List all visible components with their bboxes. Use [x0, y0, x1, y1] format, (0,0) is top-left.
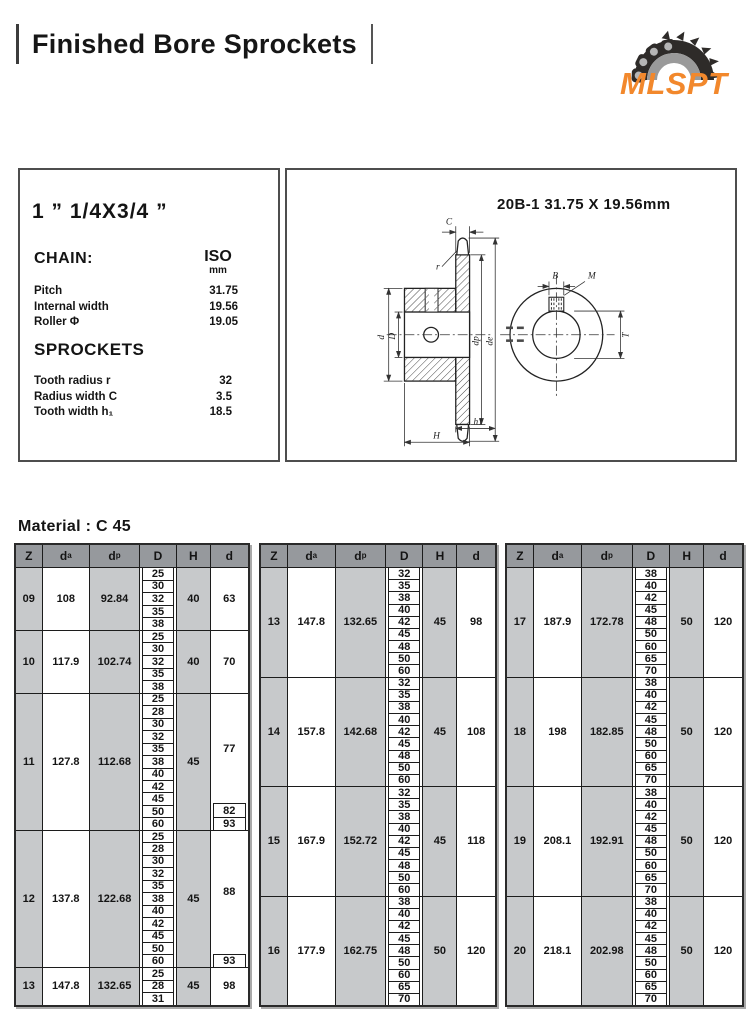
cell-pitch-diameter-dp: 132.65: [335, 568, 385, 677]
cell-hub-length-h: 50: [669, 897, 703, 1006]
column-header-d: d: [210, 545, 248, 567]
column-header-z: Z: [516, 549, 524, 563]
cell-pitch-diameter-dp: 182.85: [581, 678, 632, 787]
bore-options-stack: [632, 897, 670, 1006]
cell-hub-diameter: 108: [466, 725, 486, 738]
cell-bore-option: 40: [635, 579, 668, 591]
dim-label-c: C: [445, 217, 453, 228]
cell-bore-option: 60: [635, 640, 668, 652]
cell-bore-option: 48: [635, 944, 668, 956]
cell-bore-option: 40: [388, 823, 420, 835]
column-header-z: Z: [270, 549, 278, 563]
technical-drawing-box: [285, 168, 737, 462]
cell-bore-option: 60: [142, 954, 174, 966]
cell-tip-diameter-da: 108: [42, 568, 90, 630]
cell-bore-option: 35: [142, 605, 174, 618]
cell-bore-option: 40: [635, 908, 668, 920]
tooth-count-row-z11: [16, 693, 248, 830]
cell-bore-option: 32: [142, 592, 174, 605]
cell-hub-diameter: 120: [713, 835, 733, 848]
cell-bore-option: 38: [142, 680, 174, 693]
cell-hub-diameter: 118: [467, 835, 486, 848]
tooth-count-row-z20: [507, 896, 742, 1006]
tooth-count-row-z10: [16, 630, 248, 693]
cell-bore-option: 45: [635, 932, 668, 944]
sprocket-table-2: [259, 543, 497, 1007]
cell-bore-option: 38: [142, 892, 174, 904]
spec-row-roller: [34, 315, 238, 331]
standard-name: ISO: [204, 248, 232, 265]
cell-bore-option: 65: [635, 762, 668, 774]
cell-hub-length-h: 45: [176, 831, 210, 967]
cell-bore-option: 32: [142, 867, 174, 879]
cell-bore-option: 25: [142, 694, 174, 705]
column-header-h: H: [422, 545, 456, 567]
cell-hub-diameter: 70: [223, 655, 236, 668]
cell-bore-option: 40: [388, 713, 420, 725]
dim-label-h1: h1: [473, 417, 483, 428]
page-title: Finished Bore Sprockets: [32, 28, 357, 59]
cell-bore-option: 35: [388, 689, 420, 701]
dim-label-b: B: [552, 271, 559, 282]
cell-hub-length-h: 50: [422, 897, 456, 1006]
column-header-d: D: [385, 545, 422, 567]
spec-value: 3.5: [216, 390, 232, 403]
dim-label-dp: dp: [471, 336, 482, 346]
tooth-count-row-z13: [261, 568, 495, 677]
cell-bore-option: 35: [142, 743, 174, 755]
page-header: [16, 24, 373, 64]
cell-bore-option: 70: [635, 883, 668, 895]
cell-bore-option: 70: [635, 664, 668, 676]
cell-bore-option: 38: [142, 617, 174, 630]
cell-bore-option: 32: [388, 568, 420, 579]
cell-bore-option: 38: [635, 897, 668, 908]
column-header-z: Z: [25, 549, 33, 563]
tooth-count-row-z12: [16, 830, 248, 967]
cell-bore-option: 42: [635, 810, 668, 822]
cell-tip-diameter-da: 157.8: [287, 678, 335, 787]
cell-hub-length-h: 50: [669, 787, 703, 896]
cell-bore-option: 30: [142, 642, 174, 655]
hub-diameter-stack: [703, 568, 742, 677]
cell-hub-length-h: 45: [422, 568, 456, 677]
spec-row-radius-width: [34, 390, 232, 406]
bore-options-stack: [139, 568, 176, 630]
cell-tip-diameter-da: 198: [533, 678, 581, 787]
cell-pitch-diameter-dp: 162.75: [335, 897, 385, 1006]
cell-tip-diameter-da: 147.8: [42, 968, 90, 1005]
cell-bore-option: 35: [142, 880, 174, 892]
cell-bore-option: 45: [635, 823, 668, 835]
cell-teeth-z: 11: [16, 694, 42, 830]
cell-teeth-z: 17: [507, 568, 533, 677]
dim-label-r: r: [436, 262, 440, 273]
cell-bore-option: 42: [388, 725, 420, 737]
bore-options-stack: [385, 787, 422, 896]
cell-bore-option: 65: [635, 871, 668, 883]
column-header-dp: d p: [335, 545, 385, 567]
bore-options-stack: [139, 831, 176, 967]
cell-bore-option: 48: [388, 859, 420, 871]
cell-bore-option: 70: [388, 993, 420, 1005]
cell-bore-option: 60: [635, 969, 668, 981]
tooth-count-row-z14: [261, 677, 495, 787]
cell-teeth-z: 16: [261, 897, 287, 1006]
spec-label: Internal width: [34, 300, 109, 313]
hub-diameter-stack: [456, 568, 495, 677]
cell-pitch-diameter-dp: 172.78: [581, 568, 632, 677]
cell-hub-length-h: 45: [176, 968, 210, 1005]
cell-teeth-z: 14: [261, 678, 287, 787]
column-header-da: d a: [533, 545, 581, 567]
standard-unit: mm: [209, 265, 227, 276]
cell-bore-option: 42: [388, 835, 420, 847]
cell-teeth-z: 12: [16, 831, 42, 967]
cell-hub-length-h: 50: [669, 568, 703, 677]
sprocket-technical-drawing: [287, 170, 735, 460]
cell-pitch-diameter-dp: 112.68: [89, 694, 139, 830]
material-label: Material : C 45: [18, 518, 131, 535]
dim-label-bore-d: D: [388, 332, 399, 340]
cell-teeth-z: 13: [261, 568, 287, 677]
column-header-d: D: [139, 545, 176, 567]
cell-teeth-z: 15: [261, 787, 287, 896]
cell-bore-option: 65: [635, 981, 668, 993]
cell-hub-diameter: 63: [223, 592, 236, 605]
bore-options-stack: [632, 678, 670, 787]
cell-hub-diameter: 120: [713, 616, 733, 629]
bore-options-stack: [139, 968, 176, 1005]
cell-bore-option: 48: [388, 750, 420, 762]
cell-bore-option: 50: [388, 652, 420, 664]
cell-bore-option: 60: [388, 664, 420, 676]
dim-label-d: d: [376, 334, 387, 340]
cell-bore-option: 60: [388, 969, 420, 981]
cell-pitch-diameter-dp: 102.74: [89, 631, 139, 693]
cell-bore-option: 32: [388, 787, 420, 798]
chain-size-title: 1 ” 1/4X3/4 ”: [32, 200, 168, 223]
column-header-da: d a: [42, 545, 90, 567]
cell-bore-option: 32: [142, 655, 174, 668]
cell-bore-option: 25: [142, 831, 174, 842]
cell-hub-diameter: 93: [213, 817, 246, 830]
cell-pitch-diameter-dp: 192.91: [581, 787, 632, 896]
hub-diameter-stack: [456, 787, 495, 896]
cell-teeth-z: 13: [16, 968, 42, 1005]
bore-options-stack: [385, 568, 422, 677]
cell-bore-option: 42: [142, 780, 174, 792]
sprockets-heading: SPROCKETS: [34, 340, 145, 359]
spec-row-tooth-radius: [34, 374, 232, 390]
cell-bore-option: 48: [388, 640, 420, 652]
cell-bore-option: 45: [388, 847, 420, 859]
cell-bore-option: 42: [142, 917, 174, 929]
cell-pitch-diameter-dp: 202.98: [581, 897, 632, 1006]
hub-diameter-stack: [210, 968, 248, 1005]
cell-teeth-z: 09: [16, 568, 42, 630]
spec-row-pitch: [34, 284, 238, 300]
cell-hub-diameter: 120: [713, 725, 733, 738]
cell-bore-option: 28: [142, 842, 174, 854]
cell-hub-length-h: 45: [176, 694, 210, 830]
sprocket-spec-rows: [34, 374, 232, 421]
cell-pitch-diameter-dp: 122.68: [89, 831, 139, 967]
cell-hub-length-h: 50: [669, 678, 703, 787]
cell-tip-diameter-da: 167.9: [287, 787, 335, 896]
table-header-row: [16, 545, 248, 568]
cell-hub-diameter: 98: [470, 616, 483, 629]
cell-bore-option: 50: [142, 942, 174, 954]
spec-value: 31.75: [209, 285, 238, 297]
tooth-count-row-z17: [507, 568, 742, 677]
cell-bore-option: 42: [635, 591, 668, 603]
dim-label-t: T: [621, 332, 632, 338]
cell-bore-option: 65: [635, 652, 668, 664]
sprocket-table-3: [505, 543, 744, 1007]
cell-hub-diameter: 120: [713, 944, 733, 957]
cell-bore-option: 70: [635, 993, 668, 1005]
cell-tip-diameter-da: 208.1: [533, 787, 581, 896]
bore-options-stack: [139, 694, 176, 830]
column-header-d: D: [632, 545, 670, 567]
cell-bore-option: 50: [388, 871, 420, 883]
cell-bore-option: 35: [388, 798, 420, 810]
dim-label-de: de: [485, 336, 496, 346]
column-header-dp: d p: [581, 545, 632, 567]
hub-diameter-stack: [703, 678, 742, 787]
bore-options-stack: [632, 568, 670, 677]
cell-teeth-z: 20: [507, 897, 533, 1006]
tooth-count-row-z15: [261, 786, 495, 896]
cell-pitch-diameter-dp: 132.65: [89, 968, 139, 1005]
cell-tip-diameter-da: 177.9: [287, 897, 335, 1006]
cell-bore-option: 50: [635, 737, 668, 749]
cell-hub-diameter: 77: [223, 742, 236, 755]
cell-bore-option: 42: [388, 616, 420, 628]
cell-bore-option: 38: [388, 591, 420, 603]
spec-value: 19.56: [209, 300, 238, 313]
tooth-count-row-z09: [16, 568, 248, 630]
company-logo: [596, 18, 744, 110]
cell-bore-option: 50: [635, 847, 668, 859]
cell-bore-option: 25: [142, 631, 174, 643]
cell-tip-diameter-da: 117.9: [42, 631, 90, 693]
cell-bore-option: 31: [142, 992, 174, 1005]
hub-diameter-stack: [210, 694, 248, 830]
cell-bore-option: 42: [388, 920, 420, 932]
cell-bore-option: 45: [635, 713, 668, 725]
cell-bore-option: 25: [142, 568, 174, 580]
bore-options-stack: [385, 897, 422, 1006]
column-header-h: H: [176, 545, 210, 567]
dim-label-hub-h: H: [433, 431, 440, 442]
cell-bore-option: 40: [635, 798, 668, 810]
hub-diameter-stack: [210, 831, 248, 967]
cell-bore-option: 30: [142, 580, 174, 593]
cell-bore-option: 65: [388, 981, 420, 993]
hub-diameter-stack: [210, 568, 248, 630]
cell-bore-option: 30: [142, 718, 174, 730]
chain-spec-rows: [34, 284, 238, 331]
hub-diameter-stack: [703, 897, 742, 1006]
cell-hub-length-h: 40: [176, 631, 210, 693]
cell-hub-diameter: 120: [466, 944, 486, 957]
cell-bore-option: 35: [388, 579, 420, 591]
spec-label: Pitch: [34, 285, 63, 297]
tooth-count-row-z18: [507, 677, 742, 787]
chain-spec-box: [18, 168, 280, 462]
spec-value: 19.05: [209, 316, 238, 328]
cell-bore-option: 40: [142, 768, 174, 780]
cell-bore-option: 38: [635, 568, 668, 579]
cell-bore-option: 42: [635, 920, 668, 932]
standard-block: [188, 248, 248, 276]
cell-bore-option: 28: [142, 705, 174, 717]
cell-bore-option: 32: [388, 678, 420, 689]
cell-tip-diameter-da: 137.8: [42, 831, 90, 967]
table-header-row: [507, 545, 742, 568]
column-header-da: d a: [287, 545, 335, 567]
hub-diameter-stack: [456, 897, 495, 1006]
cell-bore-option: 50: [142, 805, 174, 817]
spec-value: 32: [219, 375, 232, 387]
cell-bore-option: 48: [635, 616, 668, 628]
spec-label: Tooth width h₁: [34, 406, 114, 418]
bore-options-stack: [139, 631, 176, 693]
spec-row-internal-width: [34, 300, 238, 316]
cell-bore-option: 70: [635, 774, 668, 786]
cell-bore-option: 45: [142, 930, 174, 942]
cell-bore-option: 35: [142, 668, 174, 681]
cell-hub-length-h: 45: [422, 787, 456, 896]
tooth-count-row-z16: [261, 896, 495, 1006]
cell-bore-option: 42: [635, 701, 668, 713]
cell-pitch-diameter-dp: 152.72: [335, 787, 385, 896]
spec-label: Roller Φ: [34, 316, 80, 328]
cell-bore-option: 48: [388, 944, 420, 956]
hub-diameter-stack: [210, 631, 248, 693]
cell-hub-length-h: 45: [422, 678, 456, 787]
hub-diameter-stack: [703, 787, 742, 896]
cell-bore-option: 50: [635, 628, 668, 640]
table-header-row: [261, 545, 495, 568]
cell-bore-option: 38: [142, 755, 174, 767]
cell-bore-option: 60: [635, 859, 668, 871]
cell-bore-option: 50: [388, 956, 420, 968]
cell-bore-option: 30: [142, 855, 174, 867]
column-header-h: H: [669, 545, 703, 567]
cell-bore-option: 50: [388, 762, 420, 774]
cell-tip-diameter-da: 187.9: [533, 568, 581, 677]
cell-bore-option: 38: [635, 787, 668, 798]
cell-bore-option: 38: [635, 678, 668, 689]
tooth-count-row-z13: [16, 967, 248, 1005]
tooth-count-row-z19: [507, 786, 742, 896]
spec-label: Radius width C: [34, 390, 118, 403]
spec-row-tooth-width: [34, 405, 232, 421]
cell-tip-diameter-da: 127.8: [42, 694, 90, 830]
cell-bore-option: 38: [388, 897, 420, 908]
sprocket-table-1: [14, 543, 250, 1007]
cell-bore-option: 45: [635, 604, 668, 616]
cell-teeth-z: 18: [507, 678, 533, 787]
cell-bore-option: 45: [388, 737, 420, 749]
cell-bore-option: 60: [388, 774, 420, 786]
cell-bore-option: 28: [142, 980, 174, 993]
cell-bore-option: 48: [635, 835, 668, 847]
spec-label: Tooth radius r: [34, 375, 111, 387]
cell-bore-option: 25: [142, 968, 174, 980]
cell-bore-option: 45: [142, 792, 174, 804]
bore-options-stack: [385, 678, 422, 787]
cell-bore-option: 60: [142, 817, 174, 829]
cell-bore-option: 40: [388, 908, 420, 920]
cell-pitch-diameter-dp: 142.68: [335, 678, 385, 787]
cell-bore-option: 50: [635, 956, 668, 968]
hub-diameter-stack: [456, 678, 495, 787]
cell-pitch-diameter-dp: 92.84: [89, 568, 139, 630]
column-header-d: d: [456, 545, 495, 567]
cell-bore-option: 32: [142, 730, 174, 742]
dim-label-m: M: [587, 271, 596, 282]
cell-bore-option: 38: [388, 701, 420, 713]
cell-bore-option: 45: [388, 628, 420, 640]
cell-bore-option: 40: [388, 604, 420, 616]
cell-teeth-z: 10: [16, 631, 42, 693]
cell-hub-length-h: 40: [176, 568, 210, 630]
title-left-bar: [16, 24, 19, 64]
column-header-dp: d p: [89, 545, 139, 567]
logo-wordmark: MLSPT: [620, 66, 728, 101]
column-header-d: d: [703, 545, 742, 567]
cell-bore-option: 40: [142, 905, 174, 917]
drawing-title: 20B-1 31.75 X 19.56mm: [497, 196, 671, 213]
chain-heading: CHAIN:: [34, 250, 93, 267]
cell-tip-diameter-da: 147.8: [287, 568, 335, 677]
cell-bore-option: 60: [635, 750, 668, 762]
cell-bore-option: 48: [635, 725, 668, 737]
bore-options-stack: [632, 787, 670, 896]
cell-bore-option: 60: [388, 883, 420, 895]
cell-bore-option: 45: [388, 932, 420, 944]
cell-hub-diameter: 88: [223, 886, 236, 899]
cell-teeth-z: 19: [507, 787, 533, 896]
title-right-bar: [371, 24, 373, 64]
cell-hub-diameter: 82: [213, 803, 246, 816]
cell-hub-diameter: 98: [223, 980, 236, 993]
cell-tip-diameter-da: 218.1: [533, 897, 581, 1006]
cell-bore-option: 40: [635, 689, 668, 701]
cell-bore-option: 38: [388, 810, 420, 822]
cell-hub-diameter: 93: [213, 954, 246, 967]
spec-value: 18.5: [209, 406, 232, 418]
